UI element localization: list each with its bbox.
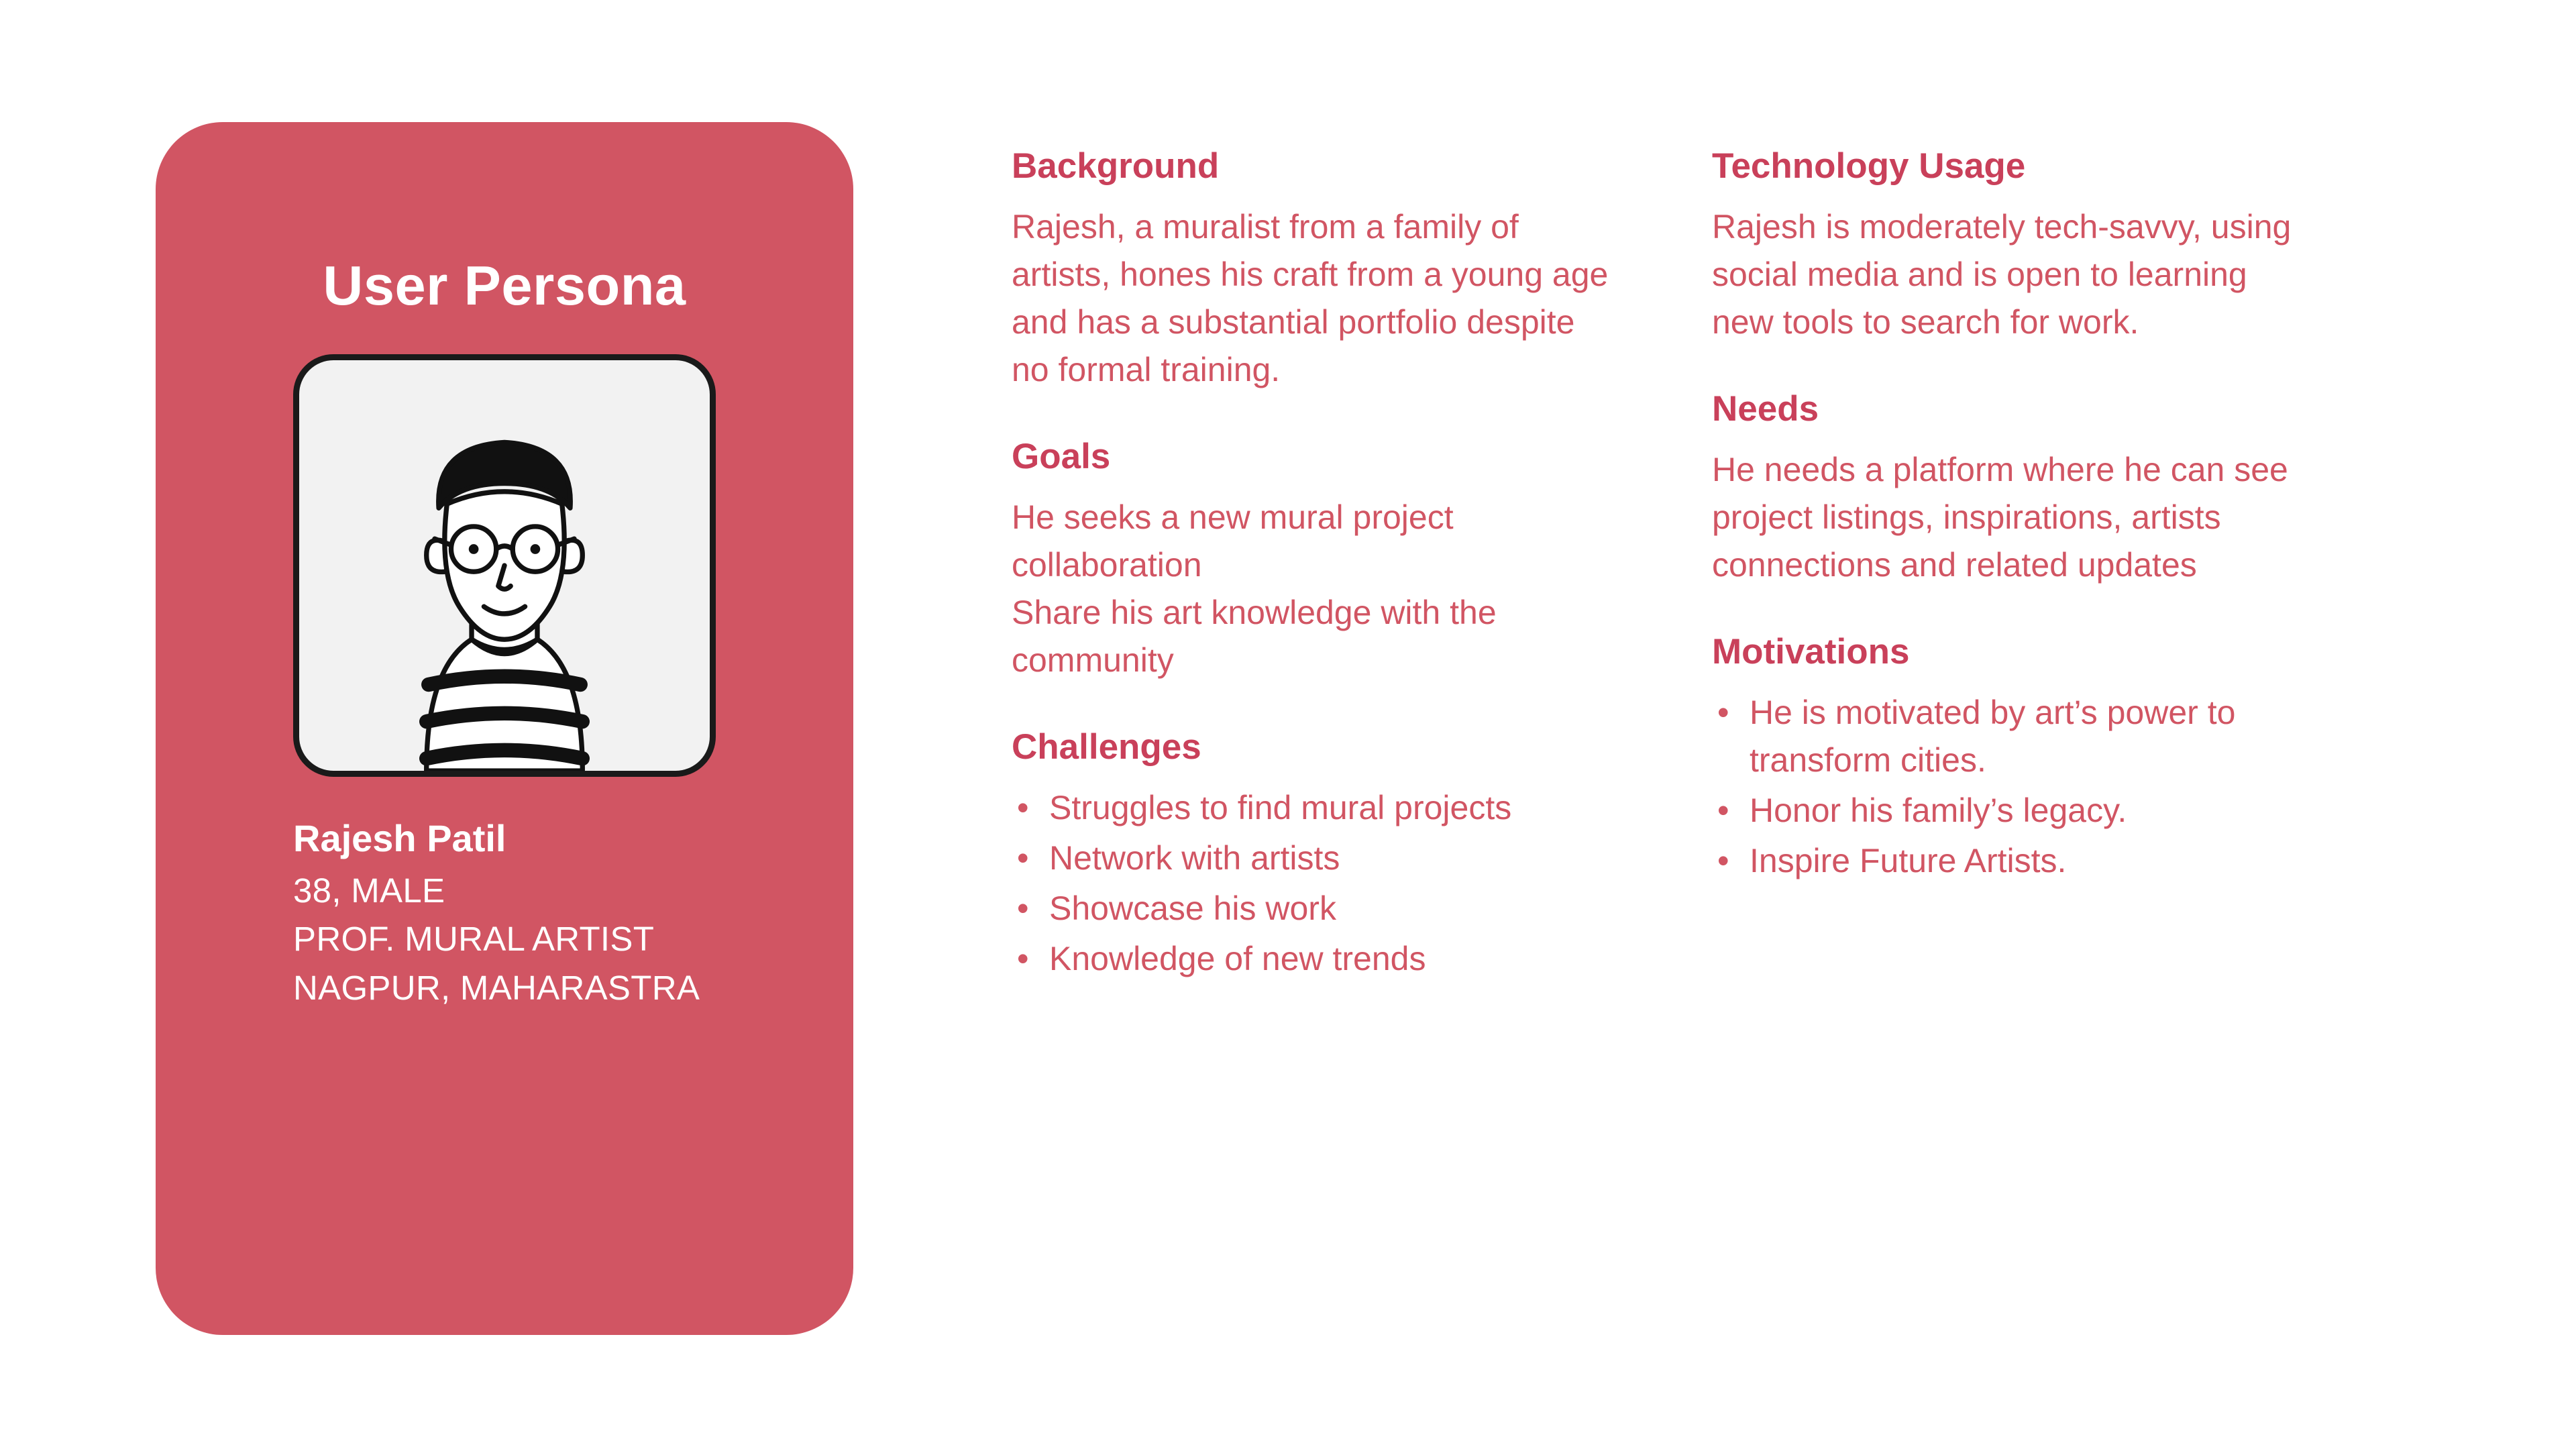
- section-heading: Technology Usage: [1712, 146, 2026, 186]
- section-motivations: [1712, 627, 2316, 885]
- persona-sections: [1012, 141, 2474, 985]
- list-item: • Knowledge of new trends: [1012, 935, 1615, 983]
- person-illustration-avatar-icon: [299, 360, 710, 771]
- section-background: [1012, 141, 1615, 394]
- section-paragraph: He needs a platform where he can see project listings, inspirations, artists connections and related updates: [1712, 450, 2288, 584]
- section-paragraph: Rajesh, a muralist from a family of artists, hones his craft from a young age and has a substantial portfolio despite no formal training.: [1012, 207, 1609, 388]
- list-item: • Struggles to find mural projects: [1012, 784, 1615, 832]
- section-body: [1012, 494, 1615, 684]
- persona-age-gender: 38, MALE: [293, 871, 445, 910]
- persona-occupation: PROF. MURAL ARTIST: [293, 920, 655, 959]
- section-heading: Needs: [1712, 388, 1819, 429]
- column-left: [1012, 141, 1615, 985]
- section-heading: Challenges: [1012, 727, 1201, 767]
- list-item: • Honor his family’s legacy.: [1712, 787, 2316, 835]
- section-goals: [1012, 431, 1615, 684]
- persona-location: NAGPUR, MAHARASTRA: [293, 968, 700, 1007]
- section-body: [1712, 446, 2316, 589]
- persona-name: Rajesh Patil: [293, 817, 506, 859]
- section-paragraph: Rajesh is moderately tech-savvy, using social media and is open to learning new tools to search for work.: [1712, 207, 2292, 341]
- list-item: • He is motivated by art’s power to transform cities.: [1712, 689, 2316, 784]
- avatar: [293, 354, 716, 777]
- page-title: User Persona: [323, 254, 686, 317]
- section-body: [1712, 203, 2316, 346]
- list-item: • Showcase his work: [1012, 885, 1615, 932]
- section-paragraph: He seeks a new mural project collaboration: [1012, 498, 1454, 584]
- section-heading: Motivations: [1712, 631, 1910, 672]
- section-technology-usage: [1712, 141, 2316, 346]
- persona-details: [293, 810, 716, 1012]
- section-heading: Goals: [1012, 436, 1111, 476]
- persona-card: [156, 122, 853, 1335]
- section-needs: [1712, 384, 2316, 589]
- section-paragraph: Share his art knowledge with the community: [1012, 593, 1497, 679]
- challenges-list: [1012, 784, 1615, 983]
- section-body: [1012, 203, 1615, 394]
- list-item: • Inspire Future Artists.: [1712, 837, 2316, 885]
- list-item: • Network with artists: [1012, 835, 1615, 882]
- section-heading: Background: [1012, 146, 1220, 186]
- section-challenges: [1012, 722, 1615, 983]
- column-right: [1712, 141, 2316, 985]
- motivations-list: [1712, 689, 2316, 885]
